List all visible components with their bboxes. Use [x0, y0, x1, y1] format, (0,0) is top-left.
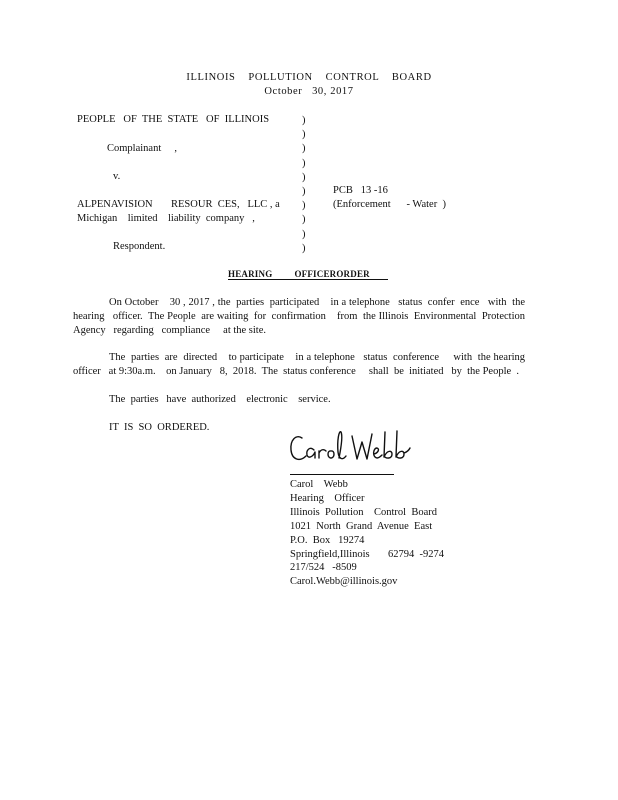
signer-phone: 217/524 -8509	[290, 562, 357, 574]
complainant-role: Complainant ,	[107, 143, 177, 154]
case-number: PCB 13 -16	[333, 185, 388, 196]
agency-title: ILLINOIS POLLUTION CONTROL BOARD	[186, 72, 432, 83]
order-date: October 30, 2017	[264, 86, 354, 97]
respondent-name: ALPENAVISION RESOUR CES, LLC , a	[77, 199, 280, 210]
case-type: (Enforcement - Water )	[333, 199, 446, 210]
caption-paren: )	[302, 214, 306, 226]
order-paragraph-2	[73, 351, 531, 379]
signature-block	[290, 478, 444, 589]
caption-paren: )	[302, 242, 306, 254]
caption-paren: )	[302, 185, 306, 197]
order-paragraph-3	[73, 393, 525, 407]
caption-paren: )	[302, 200, 306, 212]
versus-label: v.	[113, 171, 121, 182]
caption-paren: )	[302, 228, 306, 240]
signer-name: Carol Webb	[290, 479, 348, 490]
paragraph-text: The parties are directed to participate in a telephone status conference with the hearing officer at 9:30a.m. on January 8, 2018. The status conference shall be initiated by the People .	[73, 352, 531, 377]
caption-paren: )	[302, 115, 306, 126]
caption-paren: )	[302, 157, 306, 169]
respondent-description: Michigan limited liability company ,	[77, 213, 255, 224]
signer-organization: Illinois Pollution Control Board	[290, 506, 438, 518]
signer-email: Carol.Webb@illinois.gov	[290, 576, 398, 588]
signer-title: Hearing Officer	[290, 492, 365, 504]
caption-paren: )	[302, 143, 306, 155]
caption-paren: )	[302, 129, 306, 141]
complainant-party: PEOPLE OF THE STATE OF ILLINOIS	[77, 114, 270, 125]
order-paragraph-1	[73, 296, 533, 338]
signer-address-street: 1021 North Grand Avenue East	[290, 520, 433, 532]
paragraph-text: On October 30 , 2017 , the parties participated in a telephone status confer ence with the hearing officer. The People are waiting for confirmation from the Illinois Environmental Protection Agency regarding compliance at the site.	[73, 297, 533, 336]
paragraph-text: IT IS SO ORDERED.	[109, 422, 210, 433]
signature-line	[290, 474, 394, 475]
respondent-role: Respondent.	[113, 241, 166, 252]
signer-address-pobox: P.O. Box 19274	[290, 534, 365, 546]
paragraph-text: The parties have authorized electronic service.	[109, 394, 331, 405]
handwritten-signature	[288, 426, 418, 472]
caption-paren: )	[302, 171, 306, 183]
signer-address-city: Springfield,Illinois 62794 -9274	[290, 548, 444, 560]
order-heading: HEARING OFFICERORDER	[228, 269, 388, 280]
caption-parentheses	[302, 114, 312, 256]
